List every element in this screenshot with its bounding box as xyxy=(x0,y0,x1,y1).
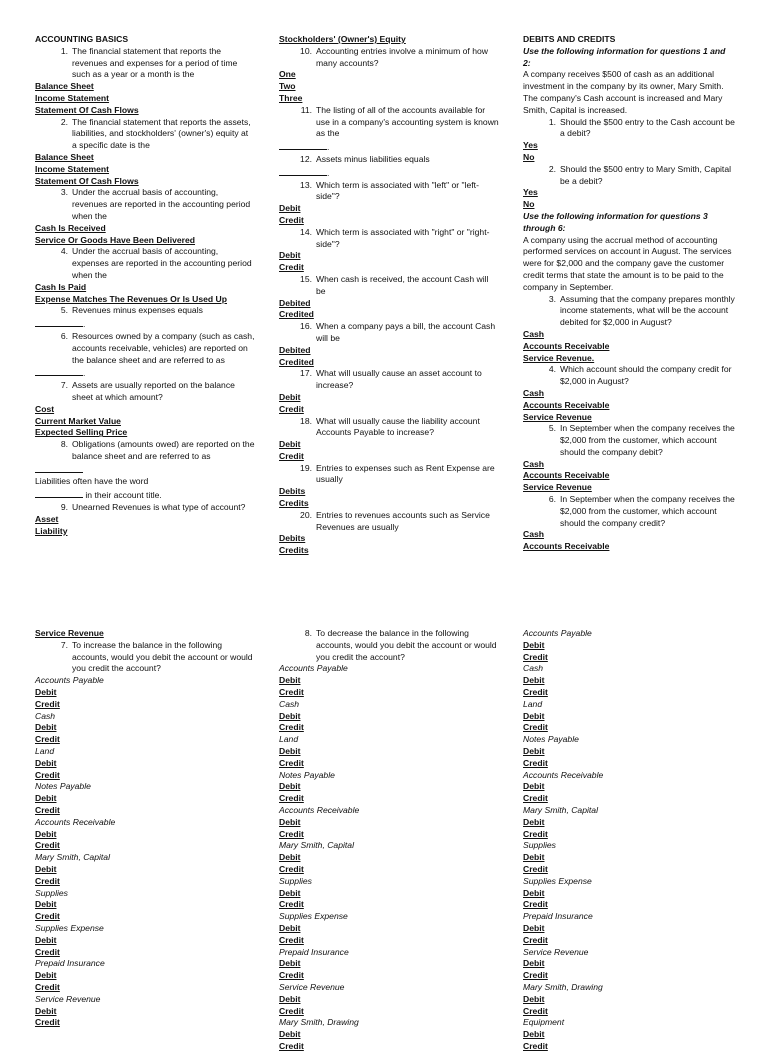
question-9: 9. Unearned Revenues is what type of account? xyxy=(60,502,246,513)
account-name: Mary Smith, Drawing xyxy=(523,981,603,992)
question-14: 14. Which term is associated with "right" or "right-side"? xyxy=(300,226,490,249)
account-name: Supplies Expense xyxy=(279,911,348,922)
credit-option[interactable]: Credit xyxy=(523,1005,548,1016)
column-debits-credits xyxy=(523,34,735,553)
account-name: Cash xyxy=(523,663,544,674)
debit-option[interactable]: Debit xyxy=(35,970,57,981)
account-list xyxy=(523,628,735,1053)
question-5: 5. Revenues minus expenses equals xyxy=(60,305,203,316)
credit-option[interactable]: Credit xyxy=(35,946,60,957)
answer-option[interactable]: Accounts Receivable xyxy=(523,399,610,410)
debit-option[interactable]: Debit xyxy=(35,757,57,768)
account-name: Accounts Receivable xyxy=(35,816,116,827)
column-equity xyxy=(279,34,499,557)
answer-option[interactable]: Debit xyxy=(279,391,301,402)
credit-option[interactable]: Credit xyxy=(279,1040,304,1051)
instruction-text: Use the following information for questions 1 and 2: xyxy=(523,45,726,68)
credit-option[interactable]: Credit xyxy=(523,793,548,804)
answer-option[interactable]: Three xyxy=(279,92,303,103)
account-name: Prepaid Insurance xyxy=(523,911,593,922)
answer-option[interactable]: Credit xyxy=(279,403,304,414)
debit-option[interactable]: Debit xyxy=(523,958,545,969)
debit-option[interactable]: Debit xyxy=(523,816,545,827)
question-2: 2. Should the $500 entry to Mary Smith, Capital be a debit? xyxy=(548,163,732,186)
debit-option[interactable]: Debit xyxy=(523,852,545,863)
answer-option[interactable]: One xyxy=(279,69,296,80)
answer-option[interactable]: Two xyxy=(279,81,296,92)
answer-blank[interactable]: . xyxy=(35,317,255,331)
account-name: Cash xyxy=(35,710,56,721)
answer-option[interactable]: Debits xyxy=(279,486,306,497)
account-name: Prepaid Insurance xyxy=(35,958,105,969)
account-list xyxy=(279,663,499,1052)
question-18: 18. What will usually cause the liability account Accounts Payable to increase? xyxy=(300,415,480,438)
credit-option[interactable]: Credit xyxy=(35,769,60,780)
credit-option[interactable]: Credit xyxy=(523,934,548,945)
answer-option[interactable]: Credit xyxy=(279,262,304,273)
answer-option[interactable]: Cash xyxy=(523,328,545,339)
answer-option[interactable]: Cash Is Paid xyxy=(35,281,87,292)
answer-option[interactable]: Yes xyxy=(523,140,538,151)
credit-option[interactable]: Credit xyxy=(279,686,304,697)
account-name: Supplies Expense xyxy=(523,875,592,886)
answer-option[interactable]: Income Statement xyxy=(35,163,110,174)
question-3: 3. Under the accrual basis of accounting, revenues are reported in the accounting period when the xyxy=(60,187,251,221)
question-19: 19. Entries to expenses such as Rent Expense are usually xyxy=(300,462,495,485)
credit-option[interactable]: Credit xyxy=(523,828,548,839)
question-6: 6. Resources owned by a company (such as cash, accounts receivable, vehicles) are reported on the balance sheet and are referred to as xyxy=(60,330,255,365)
credit-option[interactable]: Credit xyxy=(279,757,304,768)
credit-option[interactable]: Credit xyxy=(279,793,304,804)
debit-option[interactable]: Debit xyxy=(279,958,301,969)
account-name: Mary Smith, Capital xyxy=(279,840,354,851)
credit-option[interactable]: Credit xyxy=(279,828,304,839)
credit-option[interactable]: Credit xyxy=(35,698,60,709)
question-1: 1. The financial statement that reports the revenues and expenses for a period of time such as a year or a month is the xyxy=(60,45,238,80)
answer-blank[interactable]: . xyxy=(279,140,499,154)
credit-option[interactable]: Credit xyxy=(279,970,304,981)
account-name: Supplies xyxy=(35,887,68,898)
debit-option[interactable]: Debit xyxy=(35,686,57,697)
account-name: Equipment xyxy=(523,1017,565,1028)
credit-option[interactable]: Credit xyxy=(523,722,548,733)
credit-option[interactable]: Credit xyxy=(523,686,548,697)
debit-option[interactable]: Debit xyxy=(279,745,301,756)
credit-option[interactable]: Credit xyxy=(35,1017,60,1028)
answer-option[interactable]: Current Market Value xyxy=(35,415,121,426)
account-name: Land xyxy=(523,698,543,709)
answer-option[interactable]: Service Revenue xyxy=(35,628,104,638)
account-name: Notes Payable xyxy=(523,734,579,745)
answer-option[interactable]: Expected Selling Price xyxy=(35,427,128,438)
debit-option[interactable]: Debit xyxy=(523,993,545,1004)
debit-option[interactable]: Debit xyxy=(523,745,545,756)
answer-blank[interactable]: . xyxy=(35,366,255,380)
debit-option[interactable]: Debit xyxy=(279,816,301,827)
answer-option[interactable]: Balance Sheet xyxy=(35,151,94,162)
debit-option[interactable]: Debit xyxy=(279,1029,301,1040)
answer-blank[interactable]: . xyxy=(279,166,499,180)
account-name: Accounts Payable xyxy=(35,675,104,686)
account-list xyxy=(35,675,255,1029)
debit-option[interactable]: Debit xyxy=(523,887,545,898)
credit-option[interactable]: Credit xyxy=(35,734,60,745)
account-name: Service Revenue xyxy=(35,993,101,1004)
scenario-text: A company receives $500 of cash as an additional investment in the company by its owner, Mary Smith. The company's Cash account is increased and Mary Smith, Capital is increased. xyxy=(523,69,724,115)
credit-option[interactable]: Credit xyxy=(279,863,304,874)
question-11: 11. The listing of all of the accounts available for use in a company's accounting system is known as the xyxy=(300,104,499,139)
question-5: 5. In September when the company receives the $2,000 from the customer, which account should the company debit? xyxy=(548,423,735,457)
answer-option[interactable]: Cash Is Received xyxy=(35,222,106,233)
credit-option[interactable]: Credit xyxy=(523,757,548,768)
answer-option[interactable]: Debits xyxy=(279,533,306,544)
credit-option[interactable]: Credit xyxy=(523,970,548,981)
account-name: Notes Payable xyxy=(35,781,91,792)
debit-option[interactable]: Debit xyxy=(35,828,57,839)
question-17: 17. What will usually cause an asset account to increase? xyxy=(300,368,482,391)
account-name: Supplies xyxy=(523,840,556,851)
debit-option[interactable]: Debit xyxy=(523,710,545,721)
answer-option[interactable]: Cash xyxy=(523,387,545,398)
answer-option[interactable]: Service Or Goods Have Been Delivered xyxy=(35,234,196,245)
debit-option[interactable]: Debit xyxy=(279,781,301,792)
question-16: 16. When a company pays a bill, the account Cash will be xyxy=(300,321,496,343)
question-10: 10. Accounting entries involve a minimum of how many accounts? xyxy=(300,45,488,68)
debit-option[interactable]: Debit xyxy=(523,675,545,686)
question-8: 8. To decrease the balance in the following accounts, would you debit the account or would you credit the account? xyxy=(304,628,497,662)
answer-blank[interactable] xyxy=(35,463,255,477)
answer-option[interactable]: Liability xyxy=(35,525,68,536)
question-4: 4. Under the accrual basis of accounting, expenses are reported in the accounting period when the xyxy=(60,246,252,280)
account-name: Mary Smith, Drawing xyxy=(279,1017,359,1028)
answer-option[interactable]: Expense Matches The Revenues Or Is Used Up xyxy=(35,293,227,304)
debit-option[interactable]: Debit xyxy=(279,710,301,721)
answer-option[interactable]: Credit xyxy=(279,450,304,461)
account-name: Supplies Expense xyxy=(35,922,104,933)
debit-option[interactable]: Debit xyxy=(35,934,57,945)
answer-option[interactable]: Stockholders' (Owner's) Equity xyxy=(279,34,406,44)
account-name: Land xyxy=(35,745,55,756)
account-name: Prepaid Insurance xyxy=(279,946,349,957)
answer-option[interactable]: Credited xyxy=(279,356,314,367)
answer-option[interactable]: Debit xyxy=(279,250,301,261)
answer-option[interactable]: Cash xyxy=(523,458,545,469)
answer-option[interactable]: Debited xyxy=(279,344,311,355)
credit-option[interactable]: Credit xyxy=(279,722,304,733)
account-name: Accounts Receivable xyxy=(279,804,360,815)
instruction-text: Use the following information for questions 3 through 6: xyxy=(523,210,708,233)
credit-option[interactable]: Credit xyxy=(523,651,548,662)
answer-option[interactable]: Asset xyxy=(35,513,59,524)
question-4: 4. Which account should the company credit for $2,000 in August? xyxy=(548,364,732,387)
answer-option[interactable]: Debited xyxy=(279,297,311,308)
answer-blank[interactable] xyxy=(35,488,83,498)
answer-option[interactable]: Debit xyxy=(279,203,301,214)
account-name: Land xyxy=(279,734,299,745)
debit-option[interactable]: Debit xyxy=(35,899,57,910)
answer-option[interactable]: Credited xyxy=(279,309,314,320)
account-name: Service Revenue xyxy=(523,946,589,957)
answer-option[interactable]: No xyxy=(523,151,535,162)
question-6: 6. In September when the company receives the $2,000 from the customer, which account should the company credit? xyxy=(548,494,735,528)
answer-option[interactable]: Cost xyxy=(35,403,55,414)
question-13: 13. Which term is associated with "left" or "left-side"? xyxy=(300,179,479,202)
answer-option[interactable]: Cash xyxy=(523,529,545,540)
answer-option[interactable]: Accounts Receivable xyxy=(523,470,610,481)
debit-option[interactable]: Debit xyxy=(279,887,301,898)
account-name: Mary Smith, Capital xyxy=(523,804,598,815)
debit-option[interactable]: Debit xyxy=(35,863,57,874)
question-3: 3. Assuming that the company prepares monthly income statements, what will be the account debited for $2,000 in August? xyxy=(548,293,735,328)
bottom-column-1 xyxy=(35,628,255,1029)
answer-option[interactable]: Service Revenue xyxy=(523,411,592,422)
account-name: Accounts Payable xyxy=(279,663,348,674)
debit-option[interactable]: Debit xyxy=(523,639,545,650)
answer-option[interactable]: Yes xyxy=(523,187,538,198)
bottom-column-2 xyxy=(279,628,499,1053)
question-7: 7. To increase the balance in the following accounts, would you debit the account or would you credit the account? xyxy=(60,639,253,674)
credit-option[interactable]: Credit xyxy=(279,934,304,945)
credit-option[interactable]: Credit xyxy=(279,899,304,910)
question-20: 20. Entries to revenues accounts such as Service Revenues are usually xyxy=(300,509,490,532)
column-accounting-basics xyxy=(35,34,255,537)
debit-option[interactable]: Debit xyxy=(523,922,545,933)
debit-option[interactable]: Debit xyxy=(523,781,545,792)
question-15: 15. When cash is received, the account Cash will be xyxy=(300,273,489,296)
question-7: 7. Assets are usually reported on the balance sheet at which amount? xyxy=(60,380,235,402)
answer-option[interactable]: Debit xyxy=(279,439,301,450)
answer-option[interactable]: Statement Of Cash Flows xyxy=(35,104,139,115)
scenario-text: A company using the accrual method of accounting performed services on account in August. The services were for $2,000 and the company gave the customer credit terms that state the amount is to be paid to the company in September. xyxy=(523,234,732,292)
debit-option[interactable]: Debit xyxy=(35,722,57,733)
answer-option[interactable]: No xyxy=(523,199,535,210)
question-12: 12. Assets minus liabilities equals xyxy=(300,153,430,164)
credit-option[interactable]: Credit xyxy=(523,899,548,910)
answer-option[interactable]: Credit xyxy=(279,214,304,225)
account-name: Accounts Receivable xyxy=(523,769,604,780)
account-name: Supplies xyxy=(279,875,312,886)
credit-option[interactable]: Credit xyxy=(35,911,60,922)
answer-option[interactable]: Accounts Receivable xyxy=(523,340,610,351)
debit-option[interactable]: Debit xyxy=(279,993,301,1004)
account-name: Accounts Payable xyxy=(523,628,592,638)
credit-option[interactable]: Credit xyxy=(523,1040,548,1051)
bottom-column-3 xyxy=(523,628,735,1053)
question-8: 8. Obligations (amounts owed) are reported on the balance sheet and are referred to as xyxy=(60,439,255,461)
answer-option[interactable]: Credits xyxy=(279,545,309,556)
credit-option[interactable]: Credit xyxy=(35,840,60,851)
answer-option[interactable]: Balance Sheet xyxy=(35,81,94,92)
debit-option[interactable]: Debit xyxy=(35,793,57,804)
question-1: 1. Should the $500 entry to the Cash account be a debit? xyxy=(548,116,735,139)
debit-option[interactable]: Debit xyxy=(523,1029,545,1040)
debit-option[interactable]: Debit xyxy=(279,675,301,686)
credit-option[interactable]: Credit xyxy=(35,875,60,886)
answer-option[interactable]: Service Revenue. xyxy=(523,352,595,363)
answer-option[interactable]: Credits xyxy=(279,498,309,509)
credit-option[interactable]: Credit xyxy=(35,981,60,992)
account-name: Service Revenue xyxy=(279,981,345,992)
account-name: Notes Payable xyxy=(279,769,335,780)
answer-option[interactable]: Income Statement xyxy=(35,92,110,103)
credit-option[interactable]: Credit xyxy=(279,1005,304,1016)
section-heading: ACCOUNTING BASICS xyxy=(35,34,129,44)
answer-option[interactable]: Statement Of Cash Flows xyxy=(35,175,139,186)
liabilities-note-line: in their account title. xyxy=(35,488,255,502)
credit-option[interactable]: Credit xyxy=(35,804,60,815)
liabilities-note: Liabilities often have the word xyxy=(35,476,149,487)
account-name: Mary Smith, Capital xyxy=(35,852,110,863)
debit-option[interactable]: Debit xyxy=(279,922,301,933)
question-2: 2. The financial statement that reports the assets, liabilities, and stockholders' (owner's) equity at a specific date is the xyxy=(60,116,251,151)
answer-option[interactable]: Accounts Receivable xyxy=(523,541,610,552)
answer-option[interactable]: Service Revenue xyxy=(523,482,592,493)
section-heading: DEBITS AND CREDITS xyxy=(523,34,616,44)
credit-option[interactable]: Credit xyxy=(523,863,548,874)
account-name: Cash xyxy=(279,698,300,709)
debit-option[interactable]: Debit xyxy=(35,1005,57,1016)
debit-option[interactable]: Debit xyxy=(279,852,301,863)
